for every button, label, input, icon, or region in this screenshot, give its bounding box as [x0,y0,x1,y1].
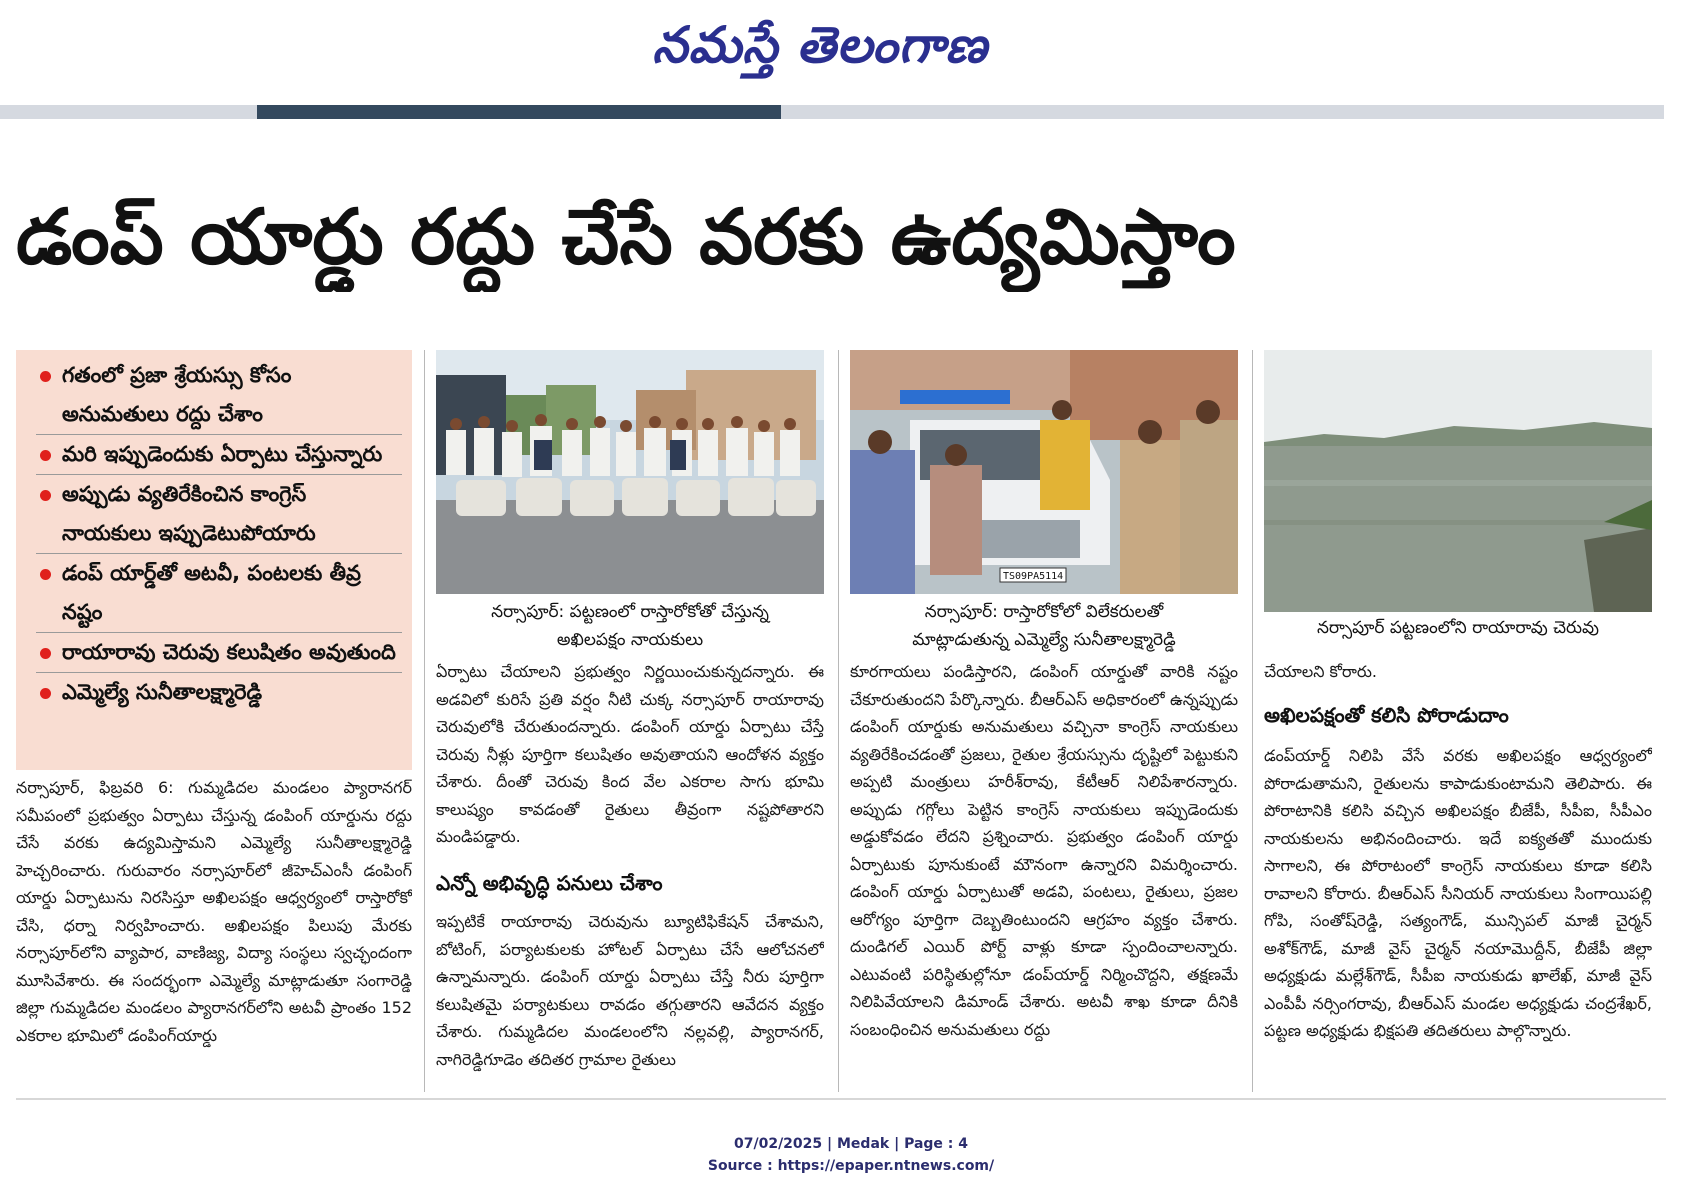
protest-photo [436,350,824,594]
number-plate: TS09PA5114 [1003,571,1064,582]
article-column-1: నర్సాపూర్, ఫిబ్రవరి 6: గుమ్మడిదల మండలం ప్యారానగర్ సమీపంలో ప్రభుత్వం ఏర్పాటు చేస్తున్న డంపింగ్ యార్డును రద్దు చేసే వరకు ఉద్యమిస్తామని ఎమ్మెల్యే సునీతాలక్ష్మారెడ్డి హెచ్చరించారు. గురువారం నర్సాపూర్‌లో జీహెచ్ఎంసీ డంపింగ్ యార్డు ఏర్పాటును నిరసిస్తూ అఖిలపక్షం ఆధ్వర్యంలో రాస్తారోకో చేసి, ధర్నా నిర్వహించారు. అఖిలపక్షం పిలుపు మేరకు నర్సాపూర్‌లోని వ్యాపార, వాణిజ్య, విద్యా సంస్థలు స్వచ్ఛందంగా మూసివేశారు. ఈ సందర్భంగా ఎమ్మెల్యే మాట్లాడుతూ సంగారెడ్డి జిల్లా గుమ్మడిదల మండలం ప్యారానగర్‌లోని అటవీ ప్రాంతం 152 ఎకరాల భూమిలో డంపింగ్‌యార్డు [16,778,412,1045]
highlight-item: మరి ఇప్పుడెందుకు ఏర్పాటు చేస్తున్నారు [36,435,402,475]
newspaper-logo: నమస్తే తెలంగాణ [652,15,988,74]
article-column-2-continued: ఇప్పటికే రాయారావు చెరువును బ్యూటిఫికేషన్ చేశామని, బోటింగ్, పర్యాటకులకు హోటల్ ఏర్పాటు చేసే ఆలోచనలో ఉన్నామన్నారు. డంపింగ్ యార్డు ఏర్పాటు చేస్తే నీరు పూర్తిగా కలుషితమై పర్యాటకులు రావడం తగ్గుతారని ఆవేదన వ్యక్తం చేశారు. గుమ్మడిదల మండలంలోని నల్లవల్లి, ప్యారానగర్, నాగిరెడ్డిగూడెం తదితర గ్రామాల రైతులు [436,912,824,1069]
article-column-4: చేయాలని కోరారు. [1264,662,1377,681]
article-column-4-continued: డంప్‌యార్డ్ నిలిపి వేసే వరకు అఖిలపక్షం ఆధ్వర్యంలో పోరాడుతామని, రైతులను కాపాడుకుంటామని తెలిపారు. ఈ పోరాటానికి కలిసి వచ్చిన అఖిలపక్షం బీజేపీ, సీపీఐ, సీపీఎం నాయకులను అభినందించారు. ఇదే ఐక్యతతో ముందుకు సాగాలని, ఈ పోరాటంలో కాంగ్రెస్ నాయకులు కూడా కలిసి రావాలని కోరారు. బీఆర్ఎస్ సీనియర్ నాయకులు సింగాయిపల్లి గోపి, సంతోష్‌రెడ్డి, సత్యంగౌడ్, మున్సిపల్ మాజీ చైర్మన్ అశోక్‌గౌడ్, మాజీ వైస్ చైర్మన్ నయామొద్దీన్, బీజేపీ జిల్లా అధ్యక్షుడు మల్లేశ్‌గౌడ్, సీపీఐ నాయకుడు ఖాలేఖ్, మాజీ వైస్ ఎంపీపీ నర్సింగరావు, బీఆర్ఎస్ మండల అధ్యక్షుడు చంద్రశేఖర్, పట్టణ అధ్యక్షుడు భిక్షపతి తదితరులు పాల్గొన్నారు. [1264,746,1652,1040]
masthead-accent-bar [257,105,781,119]
masthead [0,0,1702,96]
lake-photo-caption: నర్సాపూర్ పట్టణంలోని రాయారావు చెరువు [1317,618,1599,638]
highlight-item: గతంలో ప్రజా శ్రేయస్సు కోసం అనుమతులు రద్దు చేశాం [36,356,402,435]
article-headline: డంప్ యార్డు రద్దు చేసే వరకు ఉద్యమిస్తాం [16,192,1236,281]
highlights-box [16,350,412,770]
bullet-icon [40,490,51,501]
bullet-icon [40,688,51,699]
masthead-divider [0,105,1664,119]
column-4-subheading: అఖిలపక్షంతో కలిసి పోరాడుదాం [1264,703,1509,727]
highlight-item: డంప్ యార్డ్‌తో అటవీ, పంటలకు తీవ్ర నష్టం [36,554,402,633]
lake-photo [1264,350,1652,612]
source-link[interactable]: Source : https://epaper.ntnews.com/ [707,1158,995,1174]
article-column-3: కూరగాయలు పండిస్తారని, డంపింగ్ యార్డుతో వారికి నష్టం చేకూరుతుందని పేర్కొన్నారు. బీఆర్ఎస్ అధికారంలో ఉన్నప్పుడు డంపింగ్ యార్డుకు అనుమతులు వచ్చినా కాంగ్రెస్ నాయకులు వ్యతిరేకించడంతో ప్రజలు, రైతుల శ్రేయస్సును దృష్టిలో పెట్టుకుని అప్పటి మంత్రులు హరీశ్‌రావు, కేటీఆర్ నిలిపేశారన్నారు. అప్పుడు గగ్గోలు పెట్టిన కాంగ్రెస్ నాయకులు ఇప్పుడెందుకు అడ్డుకోవడం లేదని ప్రశ్నించారు. ప్రభుత్వం డంపింగ్ యార్డు ఏర్పాటుకు పూనుకుంటే మౌనంగా ఉన్నారని విమర్శించారు. డంపింగ్ యార్డు ఏర్పాటుతో అడవి, పంటలు, రైతులు, ప్రజల ఆరోగ్యం పూర్తిగా దెబ్బతింటుందని ఆగ్రహం వ్యక్తం చేశారు. దుండిగల్ ఎయిర్ పోర్ట్ వాళ్లు కూడా స్పందించాలన్నారు. ఎటువంటి పరిస్థితుల్లోనూ డంప్‌యార్డ్ నిర్మించొద్దని, తక్షణమే నిలిపివేయాలని డిమాండ్ చేశారు. అటవీ శాఖ కూడా దీనికి సంబంధించిన అనుమతులు రద్దు [850,662,1238,1039]
bullet-icon [40,569,51,580]
bullet-icon [40,648,51,659]
column-divider [1252,350,1253,1092]
protest-photo-caption: నర్సాపూర్: పట్టణంలో రాస్తారోకోతో చేస్తున్న అఖిలపక్షం నాయకులు [491,602,769,650]
bullet-icon [40,450,51,461]
page-info: 07/02/2025 | Medak | Page : 4 [733,1136,969,1152]
highlight-item: రాయారావు చెరువు కలుషితం అవుతుంది [36,633,402,673]
column-divider [838,350,839,1092]
highlight-item: అప్పుడు వ్యతిరేకించిన కాంగ్రెస్ నాయకులు ఇప్పుడెటుపోయారు [36,475,402,554]
highlight-item: ఎమ్మెల్యే సునీతాలక్ష్మారెడ్డి [36,673,402,712]
column-divider [424,350,425,1092]
mla-photo [850,350,1238,594]
page-bottom-rule [16,1098,1666,1100]
article-column-2: ఏర్పాటు చేయాలని ప్రభుత్వం నిర్ణయించుకున్నదన్నారు. ఈ అడవిలో కురిసే ప్రతి వర్షం నీటి చుక్క నర్సాపూర్ రాయారావు చెరువులోకి చేరుతుందన్నారు. డంపింగ్ యార్డు ఏర్పాటు చేస్తే చెరువు నీళ్లు పూర్తిగా కలుషితం అవుతాయని ఆందోళన వ్యక్తం చేశారు. దీంతో చెరువు కింద వేల ఎకరాల సాగు భూమి కాలుష్యం కావడంతో రైతులు తీవ్రంగా నష్టపోతారని మండిపడ్డారు. [436,662,824,846]
bullet-icon [40,371,51,382]
column-2-subheading: ఎన్నో అభివృద్ధి పనులు చేశాం [436,871,663,895]
mla-photo-caption: నర్సాపూర్: రాస్తారోకోలో విలేకరులతో మాట్లాడుతున్న ఎమ్మెల్యే సునీతాలక్ష్మారెడ్డి [912,602,1176,650]
